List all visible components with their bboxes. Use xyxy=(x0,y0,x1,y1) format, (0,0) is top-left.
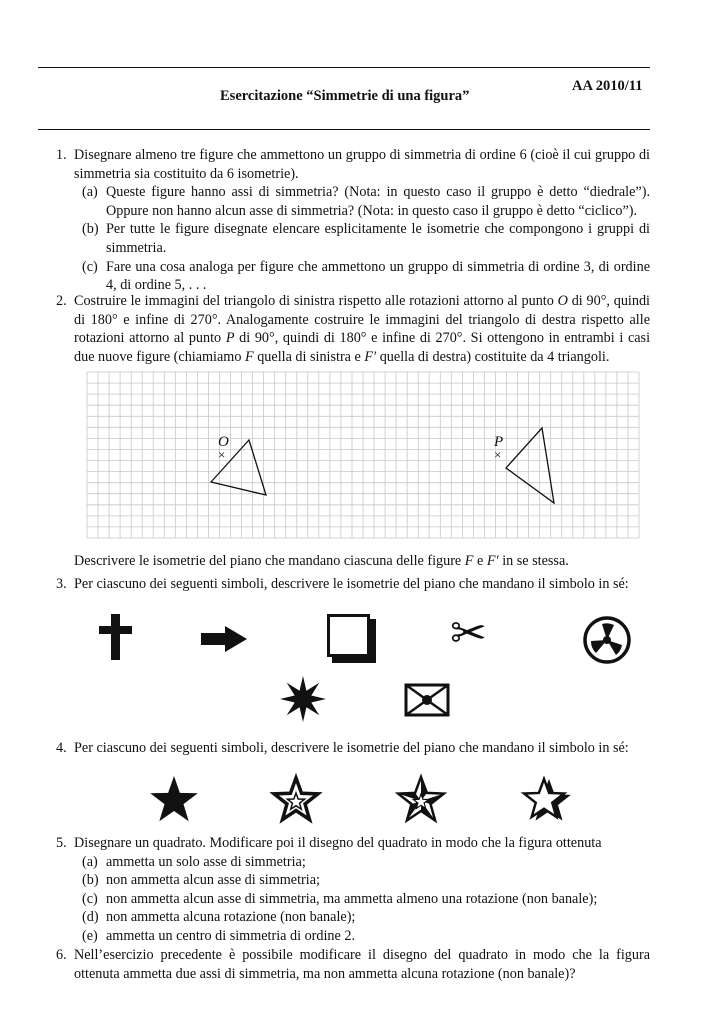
academic-year: AA 2010/11 xyxy=(572,78,643,94)
question-text: Descrivere le isometrie del piano che mandano ciascuna delle figure F e F′ in se stessa. xyxy=(74,553,569,569)
scissors-icon: ✂ xyxy=(450,608,487,659)
exercise-text: Per ciascuno dei seguenti simboli, descrivere le isometrie del piano che mandano il simbolo in sé: xyxy=(74,576,629,592)
exercise-number: 4. xyxy=(56,740,67,756)
sub-item-d: (d) non ammetta alcuna rotazione (non banale); xyxy=(82,909,356,926)
exercise-text: Nell’esercizio precedente è possibile modificare il disegno del quadrato in modo che la figura ottenuta ammetta due assi di simmetria, ma non ammetta alcuna rotazione (non banale)? xyxy=(74,947,650,982)
point-o-label: O xyxy=(218,434,229,450)
fan-icon xyxy=(583,616,631,664)
point-p-marker: × xyxy=(494,447,502,462)
arrow-right-icon xyxy=(201,626,247,652)
exercise-3 xyxy=(56,575,650,594)
shaded-star-icon xyxy=(396,775,446,823)
exercise-number: 2. xyxy=(56,293,67,309)
sub-item-c: (c) Fare una cosa analoga per figure che ammettono un gruppo di simmetria di ordine 3, di ordine 4, di ordine 5, . . . xyxy=(82,258,650,294)
cross-icon xyxy=(99,614,133,660)
exercise-text: Costruire le immagini del triangolo di sinistra rispetto alle rotazioni attorno al punto O di 90°, quindi di 180° e infine di 270°. Analogamente costruire le immagini del triangolo di destra rispetto alle rotazioni attorno al punto P di 90°, quindi di 180° e infine di 270°. Si ottengono in entrambi i casi due nuove figure (chiamiamo F quella di sinistra e F′ quella di destra) costituite da 4 triangoli. xyxy=(74,293,651,365)
exercise-5 xyxy=(56,834,650,946)
nested-star-icon xyxy=(271,775,321,823)
exercise-text: Per ciascuno dei seguenti simboli, descrivere le isometrie del piano che mandano il simbolo in sé: xyxy=(74,740,629,756)
point-o-marker: × xyxy=(218,447,226,462)
exercise-number: 1. xyxy=(56,147,67,163)
sub-item-e: (e) ammetta un centro di simmetria di ordine 2. xyxy=(82,927,356,944)
exercise-6 xyxy=(56,946,650,983)
sub-item-c: (c) non ammetta alcun asse di simmetria, ma ammetta almeno una rotazione (non banale); xyxy=(82,890,598,907)
exercise-number: 3. xyxy=(56,576,67,592)
solid-star-icon xyxy=(149,775,199,823)
page-title: Esercitazione “Simmetrie di una figura” xyxy=(220,88,470,104)
exercise-text: Disegnare almeno tre figure che ammettono un gruppo di simmetria di ordine 6 (cioè il cui gruppo di simmetria sia costituito da 6 isometrie). xyxy=(74,147,650,182)
point-p-label: P xyxy=(494,434,504,450)
exercise-4 xyxy=(56,739,650,758)
shadowed-square-icon xyxy=(327,614,377,664)
envelope-icon xyxy=(404,683,450,717)
sub-item-b: (b) Per tutte le figure disegnate elencare esplicitamente le isometrie che compongono i gruppi di simmetria. xyxy=(82,221,650,256)
shadowed-star-icon xyxy=(521,775,573,823)
exercise-2-question xyxy=(56,552,650,571)
exercise-number: 5. xyxy=(56,835,67,851)
sub-item-a: (a) ammetta un solo asse di simmetria; xyxy=(82,853,306,870)
exercise-text: Disegnare un quadrato. Modificare poi il disegno del quadrato in modo che la figura ottenuta xyxy=(74,835,602,851)
eight-point-star-icon xyxy=(280,676,326,722)
sub-item-b: (b) non ammetta alcun asse di simmetria; xyxy=(82,872,320,889)
exercise-number: 6. xyxy=(56,947,67,963)
sub-item-a: (a) Queste figure hanno assi di simmetria? (Nota: in questo caso il gruppo è detto “diedrale”). Oppure non hanno alcun asse di simmetria? (Nota: in questo caso il gruppo è detto “ciclico”). xyxy=(82,184,650,219)
